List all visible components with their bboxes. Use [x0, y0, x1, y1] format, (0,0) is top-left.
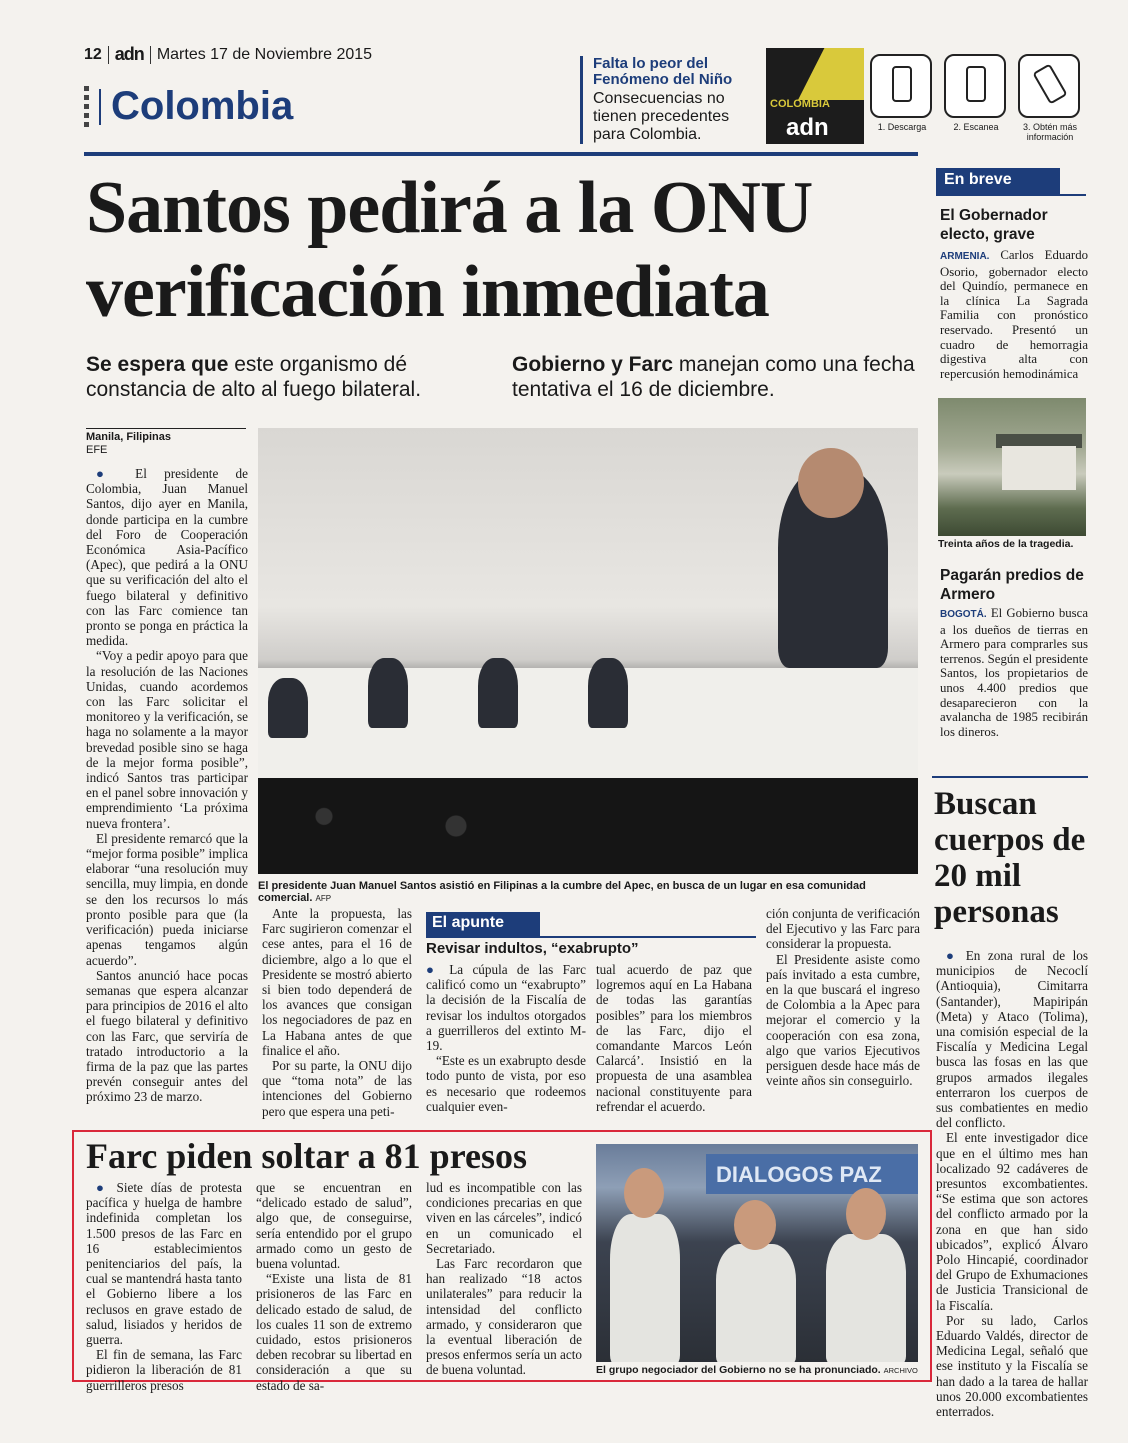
paragraph: El fin de semana, las Farc pidieron la liberación de 81 guerrilleros presos — [86, 1347, 242, 1393]
ad-brand-top: COLOMBIA — [770, 98, 830, 110]
paragraph: “Existe una lista de 81 prisioneros de las Farc en delicado estado de salud, de los cuales 11 son de extremo cuidado, estos prisioneros deben recobrar su libertad en consideración a que su estado de sa- — [256, 1271, 412, 1393]
promo-body: Consecuencias no tienen precedentes para Colombia. — [593, 90, 730, 143]
caption-text: El grupo negociador del Gobierno no se ha pronunciado. — [596, 1364, 881, 1376]
paragraph: Por su lado, Carlos Eduardo Valdés, director de Medicina Legal, señaló que ese instituto y la Fiscalía se han dado a la tarea de hallar unos 20.000 excombatientes enterrados. — [936, 1312, 1088, 1420]
paragraph: Las Farc recordaron que han realizado “18 actos unilaterales” para reducir la intensidad del conflicto armado, y consideraron que la eventual liberación de presos enfermos sería un acto de buena voluntad. — [426, 1256, 582, 1378]
main-column-2 — [262, 906, 412, 1119]
section-title — [84, 84, 293, 129]
section-name: Colombia — [111, 84, 294, 128]
armero-photo-caption: Treinta años de la tragedia. — [938, 538, 1074, 550]
step-label-scan: 2. Escanea — [953, 122, 999, 132]
header-divider — [150, 46, 151, 64]
brief-1-place: ARMENIA. — [940, 251, 990, 262]
paragraph: El presidente de Colombia, Juan Manuel Santos, dijo ayer en Manila, donde participa en la cumbre del Foro de Cooperación Económica Asia-Pacífico (Apec), que pedirá a la ONU que su verificación del alto el fuego bilateral y definitivo con las Farc comience tan pronto se ponga en práctica la medida. — [86, 466, 248, 649]
download-step-icon — [870, 54, 932, 118]
farc-photo-caption — [596, 1364, 918, 1376]
photo-credit: ARCHIVO — [883, 1366, 918, 1375]
apunte-tab: El apunte — [426, 912, 540, 936]
paragraph: La cúpula de las Farc calificó como un “exabrupto” la decisión de la Fiscalía de revisar los indultos otorgados a guerrilleros del extinto M-19. — [426, 962, 586, 1054]
adn-logo: adn — [114, 44, 144, 64]
deck-left-lead: Se espera que — [86, 353, 229, 376]
apunte-title: Revisar indultos, “exabrupto” — [426, 940, 639, 957]
brief-1-text: Carlos Eduardo Osorio, gobernador electo del Quindío, permanece en la clínica La Sagrada Familia con pronóstico reservado. Presentó un cuadro de hemorragia digestiva alta con repercusión hemodinámica — [940, 248, 1088, 381]
bullet-icon: ● — [96, 466, 136, 481]
scan-step-icon — [944, 54, 1006, 118]
brief-1-body — [940, 248, 1088, 381]
farc-column-1 — [86, 1180, 242, 1393]
brief-2-title: Pagarán predios de Armero — [940, 567, 1084, 603]
paragraph: Por su parte, la ONU dijo que “toma nota” de las intenciones del Gobierno pero que espera una peti- — [262, 1058, 412, 1119]
step-label-download: 1. Descarga — [877, 122, 927, 132]
section-dots-icon — [84, 86, 89, 127]
step-label-info: 3. Obtén más información — [1022, 122, 1078, 142]
paragraph: Ante la propuesta, las Farc sugirieron comenzar el cese antes, para el 16 de diciembre, algo a lo que el Presidente se mostró abierto si bien todo dependerá de los avances que consigan los negociadores de paz en La Habana antes de que finalice el año. — [262, 906, 412, 1058]
paragraph: El presidente remarcó que la “mejor forma posible” implica elaborar “una resolución muy sencilla, muy limpia, en donde se den los recursos lo más pronto posible para que (la verificación) pueda iniciarse apenas tengamos algún acuerdo”. — [86, 830, 248, 968]
apunte-column-b — [596, 962, 752, 1114]
deck-right — [512, 352, 922, 402]
side-story-headline: Buscan cuerpos de 20 mil personas — [934, 786, 1086, 930]
dateline-place: Manila, Filipinas — [86, 431, 171, 443]
deck-left — [86, 352, 496, 402]
paragraph: lud es incompatible con las condiciones precarias en que viven en las cárceles”, indicó en un comunicado el Secretariado. — [426, 1180, 582, 1256]
santos-apec-photo — [258, 428, 918, 874]
promo-teaser[interactable] — [580, 56, 760, 144]
info-step-icon — [1018, 54, 1080, 118]
paragraph: ción conjunta de verificación del Ejecutivo y las Farc para considerar la propuesta. — [766, 906, 920, 952]
farc-column-2 — [256, 1180, 412, 1393]
main-column-1 — [86, 466, 248, 1105]
paragraph: tual acuerdo de paz que logremos aquí en La Habana de todas las garantías posibles” para los miembros de las Farc, dijo el comandante Marcos León Calarcá’. Insistió en la propuesta de una asamblea nacional constituyente para refrendar el acuerdo. — [596, 962, 752, 1114]
brief-2-body — [940, 606, 1088, 739]
bullet-icon: ● — [96, 1180, 117, 1195]
main-column-3 — [766, 906, 920, 1088]
brief-2-text: El Gobierno busca a los dueños de tierras en Armero para comprarles sus terrenos. Según el presidente Santos, los propietarios de unos 4.400 predios que desaparecieron con la avalancha de 1985 recibirán los dineros. — [940, 606, 1088, 739]
apunte-column-a — [426, 962, 586, 1114]
photo-credit: AFP — [315, 894, 332, 903]
brief-2-place: BOGOTÁ. — [940, 609, 987, 620]
paragraph: Santos anunció hace pocas semanas que espera alcanzar para principios de 2016 el alto el fuego bilateral y definitivo con las Farc, que serviría de tratado introductorio a la firma de la paz que las partes prevén conseguir antes del próximo 23 de marzo. — [86, 967, 248, 1105]
header-rule — [84, 152, 918, 156]
dateline — [86, 428, 246, 457]
deck-left-rest: este organismo dé constancia de alto al fuego bilateral. — [86, 353, 422, 401]
colombia-adn-logo — [766, 48, 864, 144]
page-number: 12 — [84, 45, 102, 63]
paragraph: En zona rural de los municipios de Necoclí (Antioquia), Cimitarra (Santander), Mapiripán (Meta) y Ataco (Tolima), una comisión especial de la Fiscalía y Medicina Legal busca las fosas en las que grupos armados ilegales enterraron los cuerpos de sus combatientes en medio del conflicto. — [936, 948, 1088, 1131]
ad-brand-bottom: adn — [786, 114, 829, 141]
side-story-body — [936, 948, 1088, 1419]
header-divider — [108, 46, 109, 64]
main-photo-caption — [258, 880, 918, 904]
dateline-agency: EFE — [86, 444, 108, 456]
caption-text: El presidente Juan Manuel Santos asistió en Filipinas a la cumbre del Apec, en busca de un lugar en esa comunidad comercial. — [258, 880, 866, 904]
brief-1-title: El Gobernador electo, grave — [940, 207, 1048, 243]
deck-right-rest: manejan como una fecha tentativa el 16 de diciembre. — [512, 353, 915, 401]
paragraph: El Presidente asiste como país invitado a esta cumbre, en la que buscará el ingreso de Colombia a la Apec para mejorar el comercio y la cooperación con esa zona, algo que varios Ejecutivos persiguen desde hace más de veinte años sin conseguirlo. — [766, 951, 920, 1089]
issue-date: Martes 17 de Noviembre 2015 — [156, 45, 373, 63]
deck-right-lead: Gobierno y Farc — [512, 353, 674, 376]
en-breve-tab: En breve — [936, 168, 1060, 194]
farc-column-3 — [426, 1180, 582, 1378]
paragraph: “Este es un exabrupto desde todo punto de vista, por eso es necesario que rodeemos cualquier even- — [426, 1053, 586, 1114]
main-headline: Santos pedirá a la ONU verificación inmediata — [86, 167, 813, 333]
side-story-rule — [932, 776, 1088, 778]
negotiators-photo — [596, 1144, 918, 1362]
page-header-strip — [84, 44, 372, 65]
bullet-icon: ● — [946, 948, 966, 963]
section-divider — [99, 89, 101, 125]
farc-headline: Farc piden soltar a 81 presos — [86, 1136, 528, 1176]
paragraph: “Voy a pedir apoyo para que la resolución de las Naciones Unidas, cuando acordemos con las Farc solicitar el monitoreo y la verificación, se haga no solamente a la mayor brevedad posible sino se haga de la mejor forma posible”, indicó Santos tras participar en el panel sobre innovación y emprendimiento ‘La próxima nueva frontera’. — [86, 648, 248, 831]
bullet-icon: ● — [426, 962, 450, 977]
promo-headline: Falta lo peor del Fenómeno del Niño — [593, 55, 733, 88]
armero-photo — [938, 398, 1086, 536]
paragraph: Siete días de protesta pacífica y huelga de hambre indefinida completan los 1.500 presos de las Farc en 16 establecimientos penitenciarios del país, la cual se mantendrá hasta tanto el Gobierno libere a los reclusos en grave estado de salud, lisiados y heridos de guerra. — [86, 1180, 242, 1348]
paragraph: que se encuentran en “delicado estado de salud”, algo que, de conseguirse, sería entendido por el grupo armado como un gesto de buena voluntad. — [256, 1180, 412, 1272]
en-breve-rule — [936, 194, 1086, 196]
paragraph: El ente investigador dice que en el último mes han localizado 92 cadáveres de presuntos excombatientes. “Se estima que son actores del conflicto armado por la zona en que han sido ubicados”, explicó Álvaro Polo Hincapié, coordinador del Grupo de Exhumaciones de Justicia Transicional de la Fiscalía. — [936, 1130, 1088, 1313]
photo-banner: DIALOGOS PAZ — [706, 1154, 918, 1194]
